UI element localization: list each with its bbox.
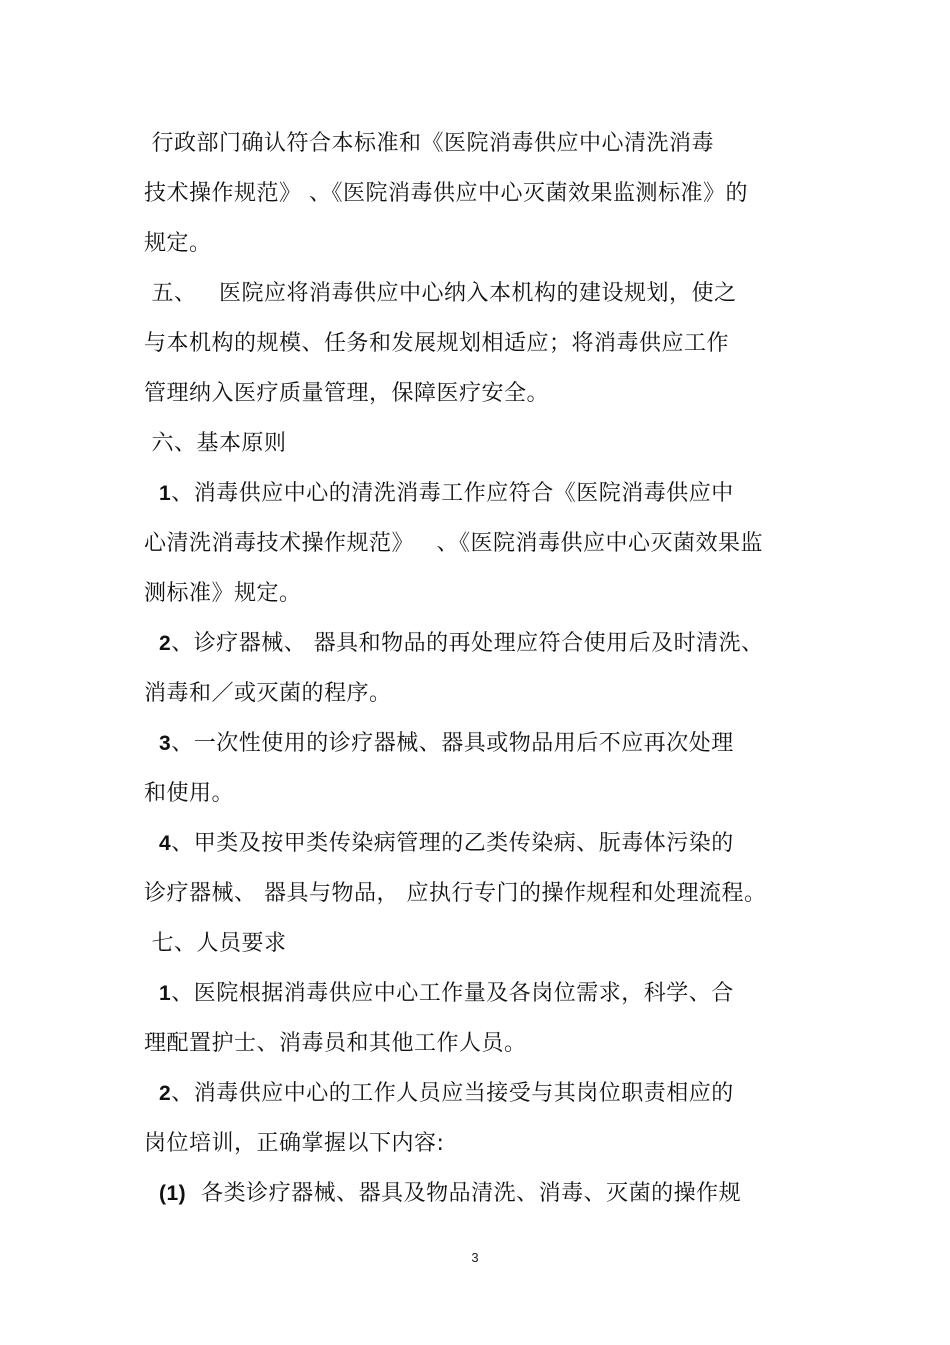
text-line (144, 1176, 741, 1212)
text-line (144, 1126, 444, 1162)
line-text: 六、基本原则 (151, 431, 287, 456)
line-indent (144, 481, 159, 506)
line-text: 七、人员要求 (151, 931, 287, 956)
text-line (144, 976, 734, 1012)
text-line (144, 126, 714, 162)
line-indent (144, 281, 152, 306)
text-line (144, 326, 729, 362)
page-number: 3 (471, 1250, 479, 1265)
line-indent (144, 631, 159, 656)
line-indent (144, 981, 159, 1006)
line-indent (144, 831, 159, 856)
item-number: 1 (159, 982, 172, 1005)
item-number: (1) (159, 1182, 187, 1205)
text-line (144, 176, 748, 212)
line-text: 五、 医院应将消毒供应中心纳入本机构的建设规划，使之 (151, 281, 737, 306)
line-text: 测标准》规定。 (144, 581, 302, 606)
text-line (144, 276, 736, 312)
text-line (144, 826, 734, 862)
line-text: 、医院根据消毒供应中心工作量及各岗位需求，科学、合 (171, 981, 734, 1006)
item-number: 2 (159, 632, 172, 655)
item-number: 1 (159, 482, 172, 505)
line-indent (144, 1181, 159, 1206)
line-text: 消毒和／或灭菌的程序。 (144, 681, 392, 706)
line-text: 理配置护士、消毒员和其他工作人员。 (144, 1031, 527, 1056)
line-text: 行政部门确认符合本标准和《医院消毒供应中心清洗消毒 (151, 131, 715, 156)
line-text: 管理纳入医疗质量管理，保障医疗安全。 (144, 381, 550, 406)
text-line (144, 426, 287, 462)
text-line (144, 926, 287, 962)
text-line (144, 476, 734, 512)
line-text: 各类诊疗器械、器具及物品清洗、消毒、灭菌的操作规 (186, 1181, 742, 1206)
line-text: 、诊疗器械、 器具和物品的再处理应符合使用后及时清洗、 (171, 631, 764, 656)
item-number: 4 (159, 832, 172, 855)
line-text: 、一次性使用的诊疗器械、器具或物品用后不应再次处理 (171, 731, 734, 756)
text-line (144, 226, 212, 262)
line-text: 心清洗消毒技术操作规范》 、《医院消毒供应中心灭菌效果监 (144, 531, 763, 556)
text-line (144, 1026, 527, 1062)
item-number: 3 (159, 732, 172, 755)
text-line (144, 626, 764, 662)
text-line (144, 376, 549, 412)
line-text: 和使用。 (144, 781, 235, 806)
line-text: 、消毒供应中心的工作人员应当接受与其岗位职责相应的 (171, 1081, 734, 1106)
line-indent (144, 131, 152, 156)
line-text: 、甲类及按甲类传染病管理的乙类传染病、朊毒体污染的 (171, 831, 734, 856)
line-indent (144, 431, 152, 456)
line-text: 、消毒供应中心的清洗消毒工作应符合《医院消毒供应中 (171, 481, 734, 506)
line-indent (144, 731, 159, 756)
item-number: 2 (159, 1082, 172, 1105)
line-text: 规定。 (144, 231, 212, 256)
line-indent (144, 931, 152, 956)
line-text: 岗位培训，正确掌握以下内容: (144, 1131, 445, 1156)
line-indent (144, 1081, 159, 1106)
text-line (144, 576, 302, 612)
text-line (144, 676, 392, 712)
line-text: 技术操作规范》 、《医院消毒供应中心灭菌效果监测标准》的 (144, 181, 748, 206)
text-line (144, 776, 234, 812)
text-line (144, 876, 767, 912)
line-text: 诊疗器械、 器具与物品， 应执行专门的操作规程和处理流程。 (144, 881, 767, 906)
text-line (144, 726, 734, 762)
text-line (144, 526, 763, 562)
line-text: 与本机构的规模、任务和发展规划相适应；将消毒供应工作 (144, 331, 730, 356)
text-line (144, 1076, 734, 1112)
